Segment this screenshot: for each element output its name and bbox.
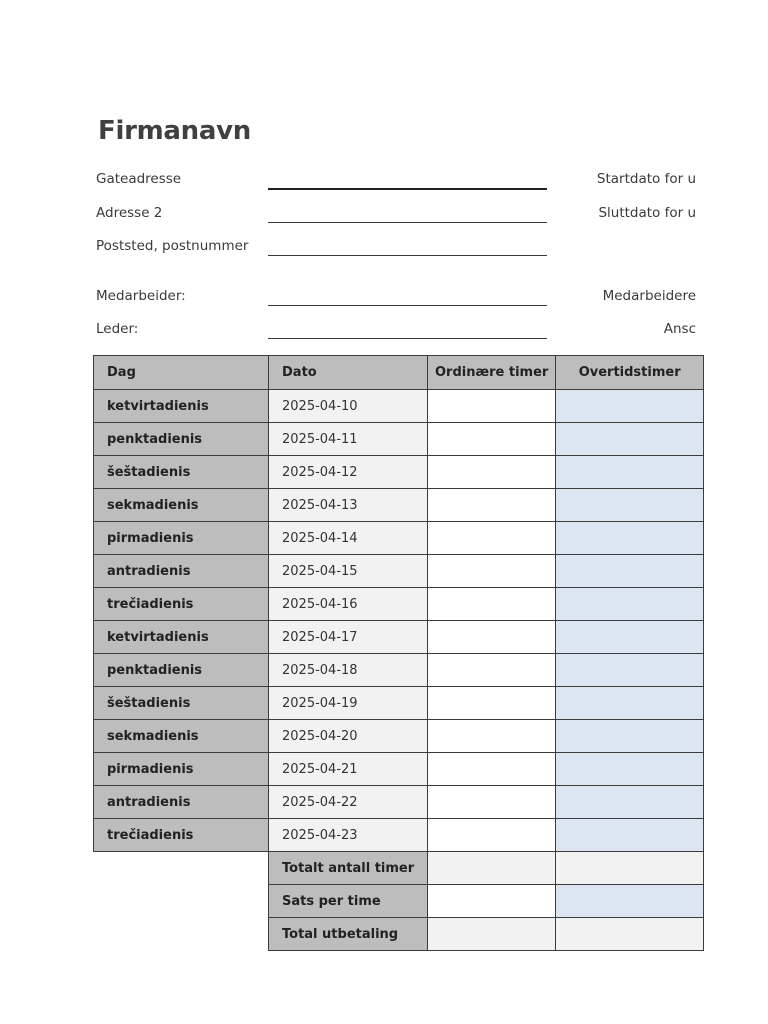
overtime-hours-cell[interactable] — [556, 654, 704, 687]
overtime-hours-cell[interactable] — [556, 588, 704, 621]
regular-hours-cell[interactable] — [428, 819, 556, 852]
total-hours-label: Totalt antall timer — [269, 852, 428, 885]
regular-hours-cell[interactable] — [428, 720, 556, 753]
total-pay-label: Total utbetaling — [269, 918, 428, 951]
postal-field[interactable] — [268, 255, 547, 256]
regular-hours-cell[interactable] — [428, 423, 556, 456]
day-cell: šeštadienis — [94, 456, 269, 489]
table-row — [94, 720, 704, 753]
table-row — [94, 390, 704, 423]
date-cell: 2025-04-13 — [269, 489, 428, 522]
table-row — [94, 522, 704, 555]
regular-hours-cell[interactable] — [428, 555, 556, 588]
table-row — [94, 654, 704, 687]
overtime-hours-cell[interactable] — [556, 423, 704, 456]
position-label: Ansc — [663, 321, 696, 337]
summary-row-total-pay — [94, 918, 704, 951]
regular-hours-cell[interactable] — [428, 654, 556, 687]
table-row — [94, 588, 704, 621]
date-cell: 2025-04-17 — [269, 621, 428, 654]
day-cell: trečiadienis — [94, 819, 269, 852]
date-cell: 2025-04-15 — [269, 555, 428, 588]
overtime-hours-cell[interactable] — [556, 753, 704, 786]
summary-row-total-hours — [94, 852, 704, 885]
overtime-hours-cell[interactable] — [556, 621, 704, 654]
regular-hours-cell[interactable] — [428, 522, 556, 555]
table-row — [94, 687, 704, 720]
day-cell: pirmadienis — [94, 522, 269, 555]
total-regular-hours-cell — [428, 852, 556, 885]
overtime-hours-cell[interactable] — [556, 522, 704, 555]
table-row — [94, 489, 704, 522]
overtime-hours-cell[interactable] — [556, 390, 704, 423]
overtime-hours-cell[interactable] — [556, 819, 704, 852]
address2-field[interactable] — [268, 222, 547, 223]
date-cell: 2025-04-16 — [269, 588, 428, 621]
blank-cell — [94, 885, 269, 918]
employee-right-label: Medarbeidere — [602, 288, 696, 304]
rate-label: Sats per time — [269, 885, 428, 918]
day-cell: penktadienis — [94, 423, 269, 456]
regular-hours-cell[interactable] — [428, 456, 556, 489]
date-cell: 2025-04-18 — [269, 654, 428, 687]
table-row — [94, 456, 704, 489]
day-cell: sekmadienis — [94, 720, 269, 753]
regular-rate-cell[interactable] — [428, 885, 556, 918]
header-date: Dato — [269, 356, 428, 390]
manager-label: Leder: — [96, 321, 139, 337]
day-cell: šeštadienis — [94, 687, 269, 720]
regular-hours-cell[interactable] — [428, 489, 556, 522]
day-cell: antradienis — [94, 786, 269, 819]
summary-row-rate — [94, 885, 704, 918]
date-cell: 2025-04-22 — [269, 786, 428, 819]
timesheet-table — [93, 355, 704, 951]
day-cell: ketvirtadienis — [94, 390, 269, 423]
street-address-field[interactable] — [268, 188, 547, 190]
day-cell: ketvirtadienis — [94, 621, 269, 654]
blank-cell — [94, 852, 269, 885]
overtime-hours-cell[interactable] — [556, 555, 704, 588]
total-overtime-hours-cell — [556, 852, 704, 885]
table-row — [94, 819, 704, 852]
regular-hours-cell[interactable] — [428, 687, 556, 720]
overtime-hours-cell[interactable] — [556, 720, 704, 753]
overtime-hours-cell[interactable] — [556, 489, 704, 522]
date-cell: 2025-04-21 — [269, 753, 428, 786]
overtime-hours-cell[interactable] — [556, 687, 704, 720]
street-address-label: Gateadresse — [96, 171, 182, 187]
regular-hours-cell[interactable] — [428, 621, 556, 654]
date-cell: 2025-04-20 — [269, 720, 428, 753]
end-date-label: Sluttdato for u — [598, 205, 696, 221]
day-cell: trečiadienis — [94, 588, 269, 621]
date-cell: 2025-04-10 — [269, 390, 428, 423]
blank-cell — [94, 918, 269, 951]
date-cell: 2025-04-11 — [269, 423, 428, 456]
table-row — [94, 786, 704, 819]
day-cell: sekmadienis — [94, 489, 269, 522]
day-cell: antradienis — [94, 555, 269, 588]
header-day: Dag — [94, 356, 269, 390]
table-row — [94, 423, 704, 456]
regular-hours-cell[interactable] — [428, 786, 556, 819]
day-cell: pirmadienis — [94, 753, 269, 786]
total-overtime-pay-cell — [556, 918, 704, 951]
employee-label: Medarbeider: — [96, 288, 186, 304]
header-overtime-hours: Overtidstimer — [556, 356, 704, 390]
start-date-label: Startdato for u — [596, 171, 696, 187]
date-cell: 2025-04-14 — [269, 522, 428, 555]
table-row — [94, 555, 704, 588]
regular-hours-cell[interactable] — [428, 588, 556, 621]
overtime-hours-cell[interactable] — [556, 456, 704, 489]
manager-field[interactable] — [268, 338, 547, 339]
company-name: Firmanavn — [98, 116, 251, 146]
date-cell: 2025-04-23 — [269, 819, 428, 852]
employee-field[interactable] — [268, 305, 547, 306]
date-cell: 2025-04-12 — [269, 456, 428, 489]
overtime-rate-cell[interactable] — [556, 885, 704, 918]
address2-label: Adresse 2 — [96, 205, 163, 221]
regular-hours-cell[interactable] — [428, 390, 556, 423]
date-cell: 2025-04-19 — [269, 687, 428, 720]
regular-hours-cell[interactable] — [428, 753, 556, 786]
overtime-hours-cell[interactable] — [556, 786, 704, 819]
table-row — [94, 753, 704, 786]
total-regular-pay-cell — [428, 918, 556, 951]
header-regular-hours: Ordinære timer — [428, 356, 556, 390]
day-cell: penktadienis — [94, 654, 269, 687]
postal-label: Poststed, postnummer — [96, 238, 249, 254]
table-header-row — [94, 356, 704, 390]
table-row — [94, 621, 704, 654]
